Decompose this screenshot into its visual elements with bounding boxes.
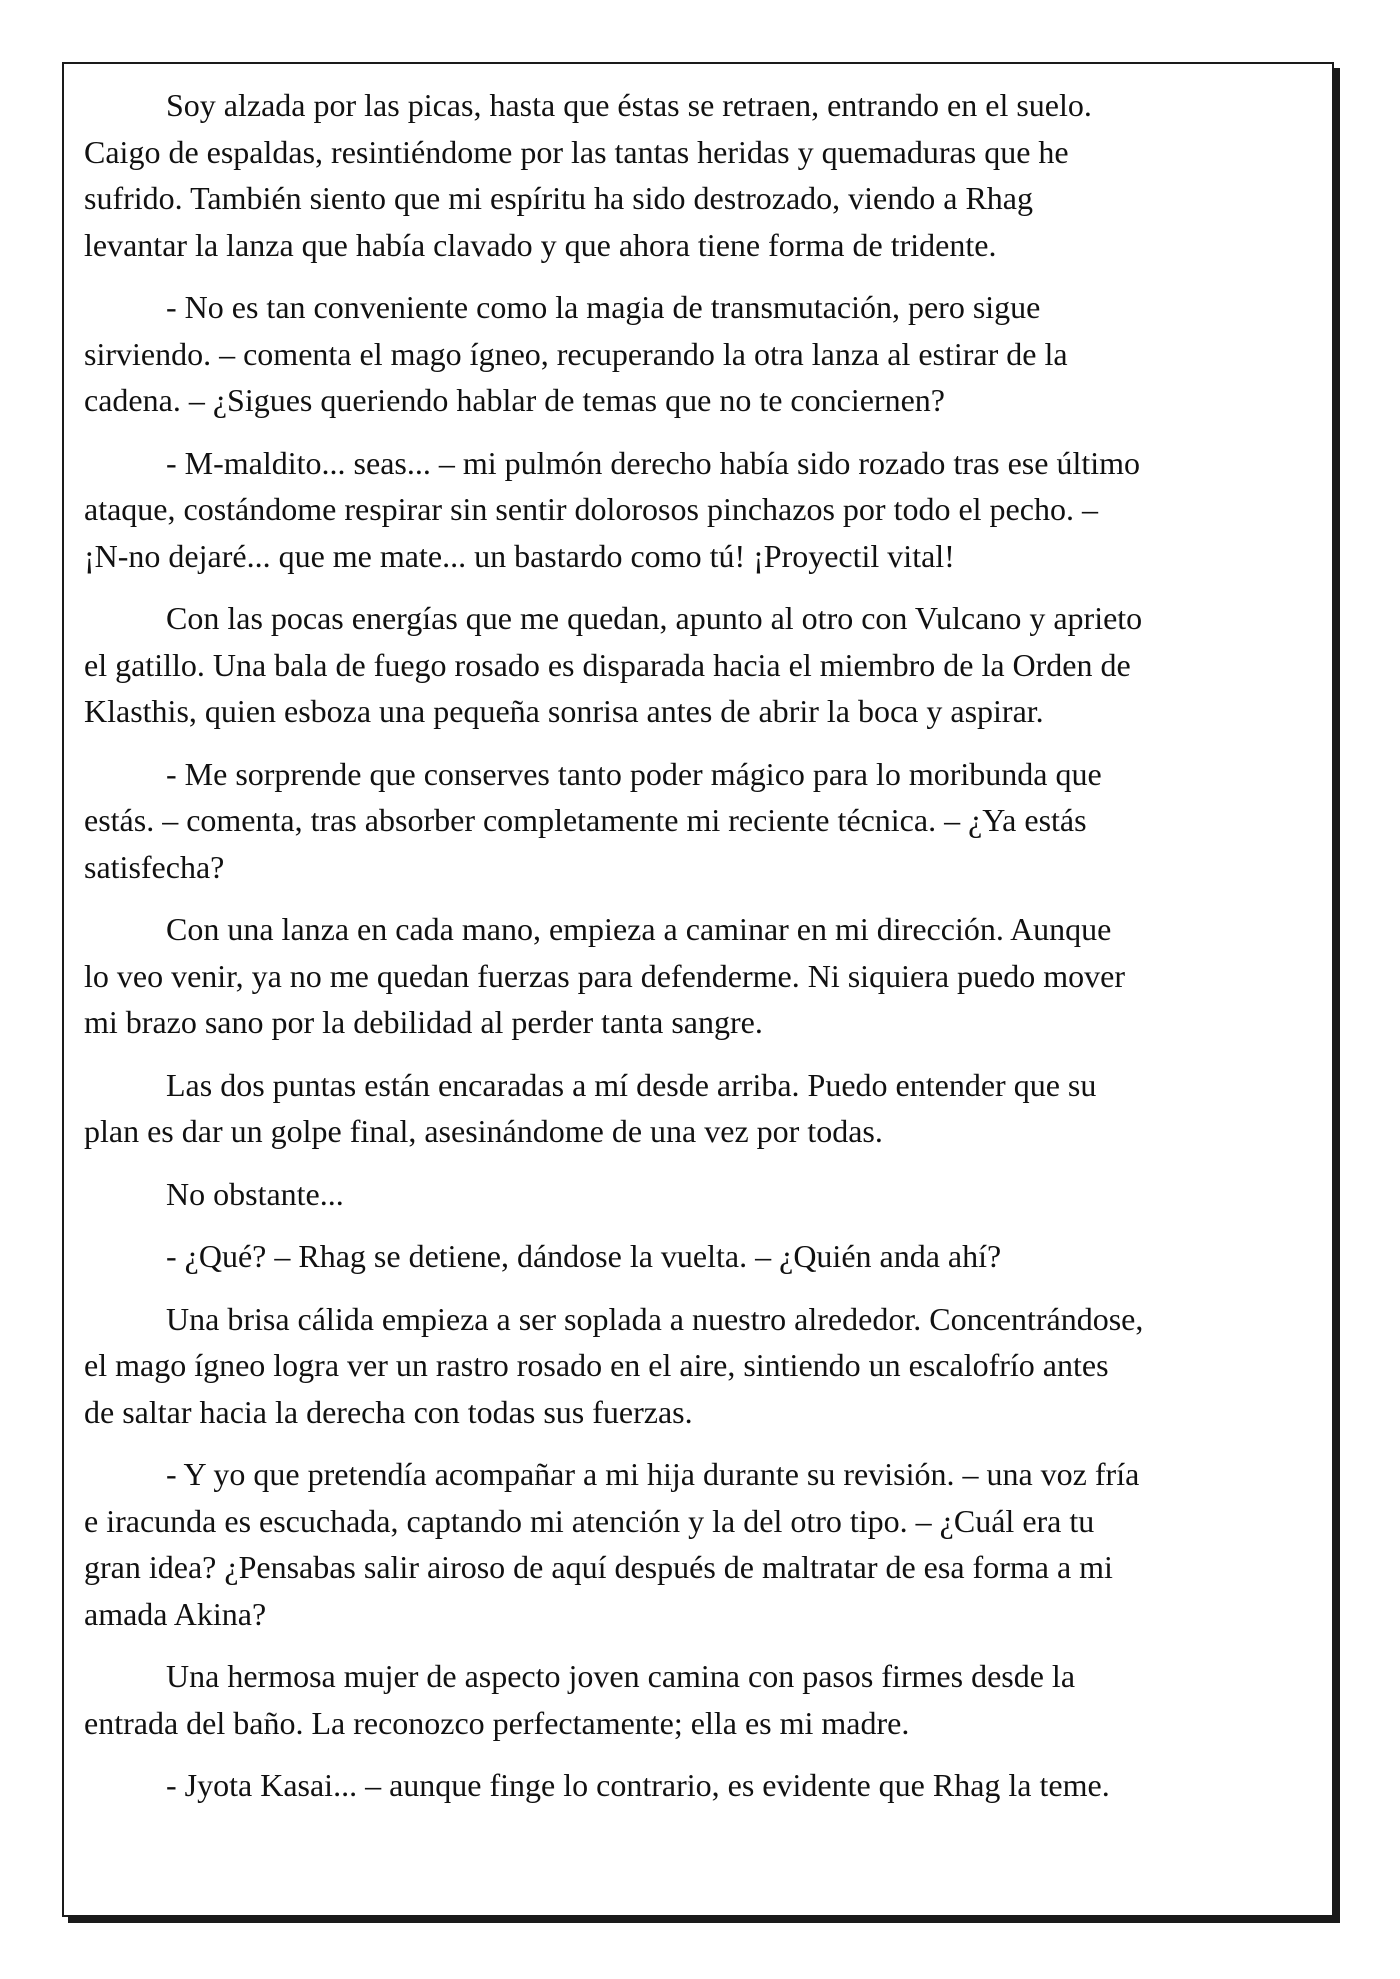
paragraph: - ¿Qué? – Rhag se detiene, dándose la vuelta. – ¿Quién anda ahí?	[166, 1238, 1002, 1274]
paragraph: Con una lanza en cada mano, empieza a caminar en mi dirección. Aunque lo veo venir, ya no me quedan fuerzas para defenderme. Ni siquiera puedo mover mi brazo sano por la debilidad al perder tanta sangre.	[84, 911, 1125, 1040]
paragraph: - Jyota Kasai... – aunque finge lo contrario, es evidente que Rhag la teme.	[166, 1767, 1110, 1803]
paragraph: Una brisa cálida empieza a ser soplada a nuestro alrededor. Concentrándose, el mago ígneo logra ver un rastro rosado en el aire, sintiendo un escalofrío antes de saltar hacia la derecha con todas sus fuerzas.	[84, 1300, 1144, 1430]
document-body	[84, 82, 1316, 1809]
paragraph: Una hermosa mujer de aspecto joven camina con pasos firmes desde la entrada del baño. La reconozco perfectamente; ella es mi madre.	[84, 1658, 1076, 1741]
paragraph: Soy alzada por las picas, hasta que éstas se retraen, entrando en el suelo. Caigo de espaldas, resintiéndome por las tantas heridas y quemaduras que he sufrido. También siento que mi espíritu ha sido destrozado, viendo a Rhag levantar la lanza que había clavado y que ahora tiene forma de tridente.	[84, 87, 1092, 263]
paragraph: No obstante...	[166, 1175, 344, 1212]
paragraph: Las dos puntas están encaradas a mí desde arriba. Puedo entender que su plan es dar un golpe final, asesinándome de una vez por todas.	[84, 1066, 1097, 1149]
paragraph: - Me sorprende que conserves tanto poder mágico para lo moribunda que estás. – comenta, tras absorber completamente mi reciente técnica. – ¿Ya estás satisfecha?	[84, 755, 1102, 885]
paragraph: Con las pocas energías que me quedan, apunto al otro con Vulcano y aprieto el gatillo. Una bala de fuego rosado es disparada hacia el miembro de la Orden de Klasthis, quien esboza una pequeña sonrisa antes de abrir la boca y aspirar.	[84, 600, 1143, 729]
paragraph: - M-maldito... seas... – mi pulmón derecho había sido rozado tras ese último ataque, costándome respirar sin sentir dolorosos pinchazos por todo el pecho. – ¡N-no dejaré... que me mate... un bastardo como tú! ¡Proyectil vital!	[84, 444, 1140, 574]
paragraph: - Y yo que pretendía acompañar a mi hija durante su revisión. – una voz fría e iracunda es escuchada, captando mi atención y la del otro tipo. – ¿Cuál era tu gran idea? ¿Pensabas salir airoso de aquí después de maltratar de esa forma a mi amada Akina?	[84, 1456, 1140, 1632]
paragraph: - No es tan conveniente como la magia de transmutación, pero sigue sirviendo. – comenta el mago ígneo, recuperando la otra lanza al estirar de la cadena. – ¿Sigues queriendo hablar de temas que no te conciernen?	[84, 289, 1068, 418]
